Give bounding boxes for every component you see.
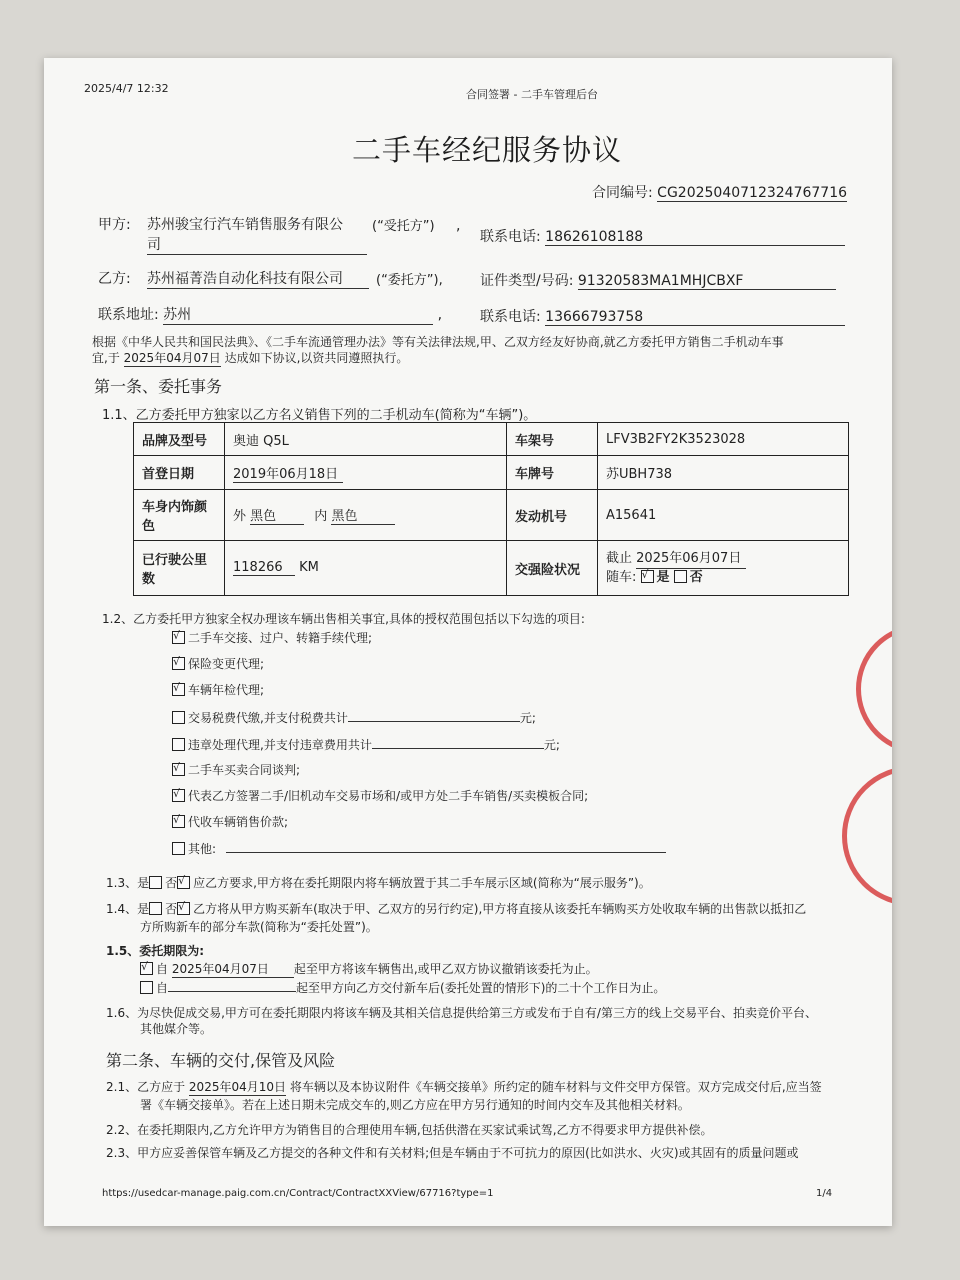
display-yes-checkbox[interactable] <box>149 876 162 889</box>
auth-item-label: 二手车交接、过户、转籍手续代理; <box>188 631 373 645</box>
term-option-1-pre: 自 <box>156 962 169 976</box>
brand-value: 奥迪 Q5L <box>225 423 507 456</box>
auth-item-label: 车辆年检代理; <box>188 683 265 697</box>
auth-item-suffix: 元; <box>519 711 536 725</box>
clause-2-3: 2.3、甲方应妥善保管车辆及乙方提交的各种文件和有关材料;但是车辆由于不可抗力的原因(比如洪水、火灾)或其固有的质量问题或 <box>106 1146 799 1160</box>
term-option-1 <box>140 960 598 978</box>
auth-checkbox-5[interactable] <box>172 738 185 751</box>
clause-2-1-pre: 2.1、乙方应于 <box>106 1080 186 1094</box>
auth-checkbox-7[interactable] <box>172 789 185 802</box>
auth-item-label: 违章处理代理,并支付违章费用共计 <box>188 738 372 752</box>
clause-1-5-heading: 1.5、委托期限为: <box>106 944 205 958</box>
section1-heading: 第一条、委托事务 <box>94 377 223 396</box>
clause-1-3-text: 应乙方要求,甲方将在委托期限内将车辆放置于其二手车展示区域(简称为“展示服务”)。 <box>193 876 651 890</box>
auth-checkbox-9[interactable] <box>172 842 185 855</box>
clause-2-1-line2: 署《车辆交接单》。若在上述日期未完成交车的,则乙方应在甲方另行通知的时间内交车及其他相关材料。 <box>140 1098 690 1112</box>
auth-item-label: 代收车辆销售价款; <box>188 815 289 829</box>
company-seal-top <box>856 624 892 754</box>
party-b-address: 苏州 <box>163 304 433 325</box>
party-b-address-comma: , <box>437 307 443 323</box>
auth-item <box>172 681 264 698</box>
term-option-2-text: 起至甲方向乙方交付新车后(委托处置的情形下)的二十个工作日为止。 <box>296 981 666 995</box>
mileage-label: 已行驶公里数 <box>134 541 225 596</box>
auth-item-label: 二手车买卖合同谈判; <box>188 763 301 777</box>
disposal-no-checkbox[interactable] <box>177 902 190 915</box>
auth-checkbox-8[interactable] <box>172 815 185 828</box>
party-a-label: 甲方: <box>98 217 131 233</box>
clause-1-6-line1: 1.6、为尽快促成交易,甲方可在委托期限内将该车辆及其相关信息提供给第三方或发布于自有/第三方的线上交易平台、拍卖竞价平台、 <box>106 1006 817 1020</box>
contract-no: CG2025040712324767716 <box>657 185 848 201</box>
term-option-2-blank[interactable] <box>168 978 296 992</box>
footer-page-number: 1/4 <box>816 1188 833 1199</box>
ext-color-value: 黑色 <box>250 505 304 525</box>
engine-value: A15641 <box>598 490 849 541</box>
other-blank[interactable] <box>226 839 666 853</box>
auth-item <box>172 839 666 857</box>
party-b-address-label: 联系地址: <box>98 307 159 323</box>
insurance-with-car-label: 随车: <box>606 569 637 585</box>
clause-1-4 <box>106 900 806 917</box>
display-no-checkbox[interactable] <box>177 876 190 889</box>
party-b-id-label: 证件类型/号码: <box>480 273 574 289</box>
clause-1-3-yes: 1.3、是 <box>106 876 150 890</box>
clause-2-1 <box>106 1078 822 1096</box>
auth-item <box>172 708 536 726</box>
contract-no-label: 合同编号: <box>592 185 653 201</box>
engine-label: 发动机号 <box>507 490 598 541</box>
clause-1-4-yes: 1.4、是 <box>106 902 150 916</box>
party-a-name-line2: 司 <box>147 234 367 255</box>
term-option-2 <box>140 978 665 996</box>
insurance-until-prefix: 截止 <box>606 550 633 566</box>
clause-1-3 <box>106 874 651 891</box>
disposal-yes-checkbox[interactable] <box>149 902 162 915</box>
clause-1-4-no: 否 <box>165 902 178 916</box>
term-option-2-pre: 自 <box>156 981 169 995</box>
vin-value: LFV3B2FY2K3523028 <box>598 423 849 456</box>
auth-checkbox-3[interactable] <box>172 683 185 696</box>
term-start-date: 2025年04月07日 <box>172 960 294 978</box>
auth-item <box>172 735 560 753</box>
preamble-line2-pre: 宜,于 <box>92 351 120 365</box>
agreement-date: 2025年04月07日 <box>123 351 221 365</box>
int-color-prefix: 内 <box>314 509 328 524</box>
contract-page <box>44 58 892 1226</box>
party-b-label: 乙方: <box>98 271 131 287</box>
clause-1-4-line1: 乙方将从甲方购买新车(取决于甲、乙双方的另行约定),甲方将直接从该委托车辆购买方处收取车辆的出售款以抵扣乙 <box>193 902 807 916</box>
color-label: 车身内饰颜色 <box>134 490 225 541</box>
mileage-unit: KM <box>299 560 319 575</box>
party-b-id-no: 91320583MA1MHJCBXF <box>578 273 836 290</box>
party-b-name: 苏州福菁浩自动化科技有限公司 <box>147 268 369 289</box>
auth-checkbox-6[interactable] <box>172 763 185 776</box>
party-b-phone: 13666793758 <box>545 309 845 326</box>
insurance-yes-label: 是 <box>656 569 670 585</box>
preamble-line2-post: 达成如下协议,以资共同遵照执行。 <box>224 351 409 365</box>
print-page-title: 合同签署 - 二手车管理后台 <box>466 88 598 101</box>
brand-label: 品牌及型号 <box>134 423 225 456</box>
auth-item-label: 其他: <box>188 842 217 856</box>
print-timestamp: 2025/4/7 12:32 <box>84 82 169 95</box>
preamble-line1: 根据《中华人民共和国民法典》、《二手车流通管理办法》等有关法律法规,甲、乙双方经友好协商,就乙方委托甲方销售二手机动车事 <box>92 335 784 349</box>
party-b-phone-label: 联系电话: <box>480 309 541 325</box>
clause-2-1-post: 将车辆以及本协议附件《车辆交接单》所约定的随车材料与文件交甲方保管。双方完成交付后,应当签 <box>289 1080 822 1094</box>
ext-color-prefix: 外 <box>233 509 247 524</box>
auth-item-label: 交易税费代缴,并支付税费共计 <box>188 711 348 725</box>
footer-url: https://usedcar-manage.paig.com.cn/Contract/ContractXXView/67716?type=1 <box>102 1188 494 1199</box>
insurance-yes-checkbox[interactable] <box>641 570 654 583</box>
clause-1-1: 1.1、乙方委托甲方独家以乙方名义销售下列的二手机动车(简称为“车辆”)。 <box>102 408 537 423</box>
party-a-name-line1: 苏州骏宝行汽车销售服务有限公 <box>147 217 343 233</box>
term-option-1-checkbox[interactable] <box>140 962 153 975</box>
insurance-no-checkbox[interactable] <box>674 570 687 583</box>
party-b-role: (“委托方”), <box>376 273 443 288</box>
plate-label: 车牌号 <box>507 456 598 490</box>
mileage-value: 118266 <box>233 560 295 576</box>
document-title: 二手车经纪服务协议 <box>352 133 623 167</box>
reg-date-value: 2019年06月18日 <box>233 463 343 483</box>
party-a-role: (“受托方”) <box>372 219 435 234</box>
violation-amount-blank[interactable] <box>372 735 544 749</box>
auth-item-label: 保险变更代理; <box>188 657 265 671</box>
auth-item <box>172 629 372 646</box>
auth-checkbox-1[interactable] <box>172 631 185 644</box>
vehicle-info-table <box>133 422 849 596</box>
insurance-until-date: 2025年06月07日 <box>636 550 746 569</box>
section2-heading: 第二条、车辆的交付,保管及风险 <box>106 1051 336 1070</box>
clause-1-2-intro: 1.2、乙方委托甲方独家全权办理该车辆出售相关事宜,具体的授权范围包括以下勾选的项目: <box>102 612 585 626</box>
auth-item <box>172 813 288 830</box>
vin-label: 车架号 <box>507 423 598 456</box>
tax-amount-blank[interactable] <box>348 708 520 722</box>
clause-1-3-no: 否 <box>165 876 178 890</box>
insurance-no-label: 否 <box>689 569 703 585</box>
int-color-value: 黑色 <box>331 505 395 525</box>
clause-1-4-line2: 方所购新车的部分车款(简称为“委托处置”)。 <box>140 920 378 934</box>
term-option-1-text: 起至甲方将该车辆售出,或甲乙双方协议撤销该委托为止。 <box>293 962 598 976</box>
handover-date: 2025年04月10日 <box>188 1080 287 1094</box>
company-seal-bottom <box>842 766 892 906</box>
plate-value: 苏UBH738 <box>598 456 849 490</box>
clause-1-6-line2: 其他媒介等。 <box>140 1022 213 1036</box>
party-a-phone-label: 联系电话: <box>480 229 541 245</box>
auth-item <box>172 655 264 672</box>
auth-checkbox-2[interactable] <box>172 657 185 670</box>
auth-item <box>172 761 300 778</box>
party-a-comma: , <box>456 218 461 234</box>
reg-date-label: 首登日期 <box>134 456 225 490</box>
auth-item-label: 代表乙方签署二手/旧机动车交易市场和/或甲方处二手车销售/买卖模板合同; <box>188 789 589 803</box>
party-a-phone: 18626108188 <box>545 229 845 246</box>
term-option-2-checkbox[interactable] <box>140 981 153 994</box>
clause-2-2: 2.2、在委托期限内,乙方允许甲方为销售目的合理使用车辆,包括供潜在买家试乘试驾,乙方不得要求甲方提供补偿。 <box>106 1123 713 1137</box>
auth-item <box>172 787 588 804</box>
auth-checkbox-4[interactable] <box>172 711 185 724</box>
insurance-label: 交强险状况 <box>507 541 598 596</box>
auth-item-suffix: 元; <box>543 738 560 752</box>
